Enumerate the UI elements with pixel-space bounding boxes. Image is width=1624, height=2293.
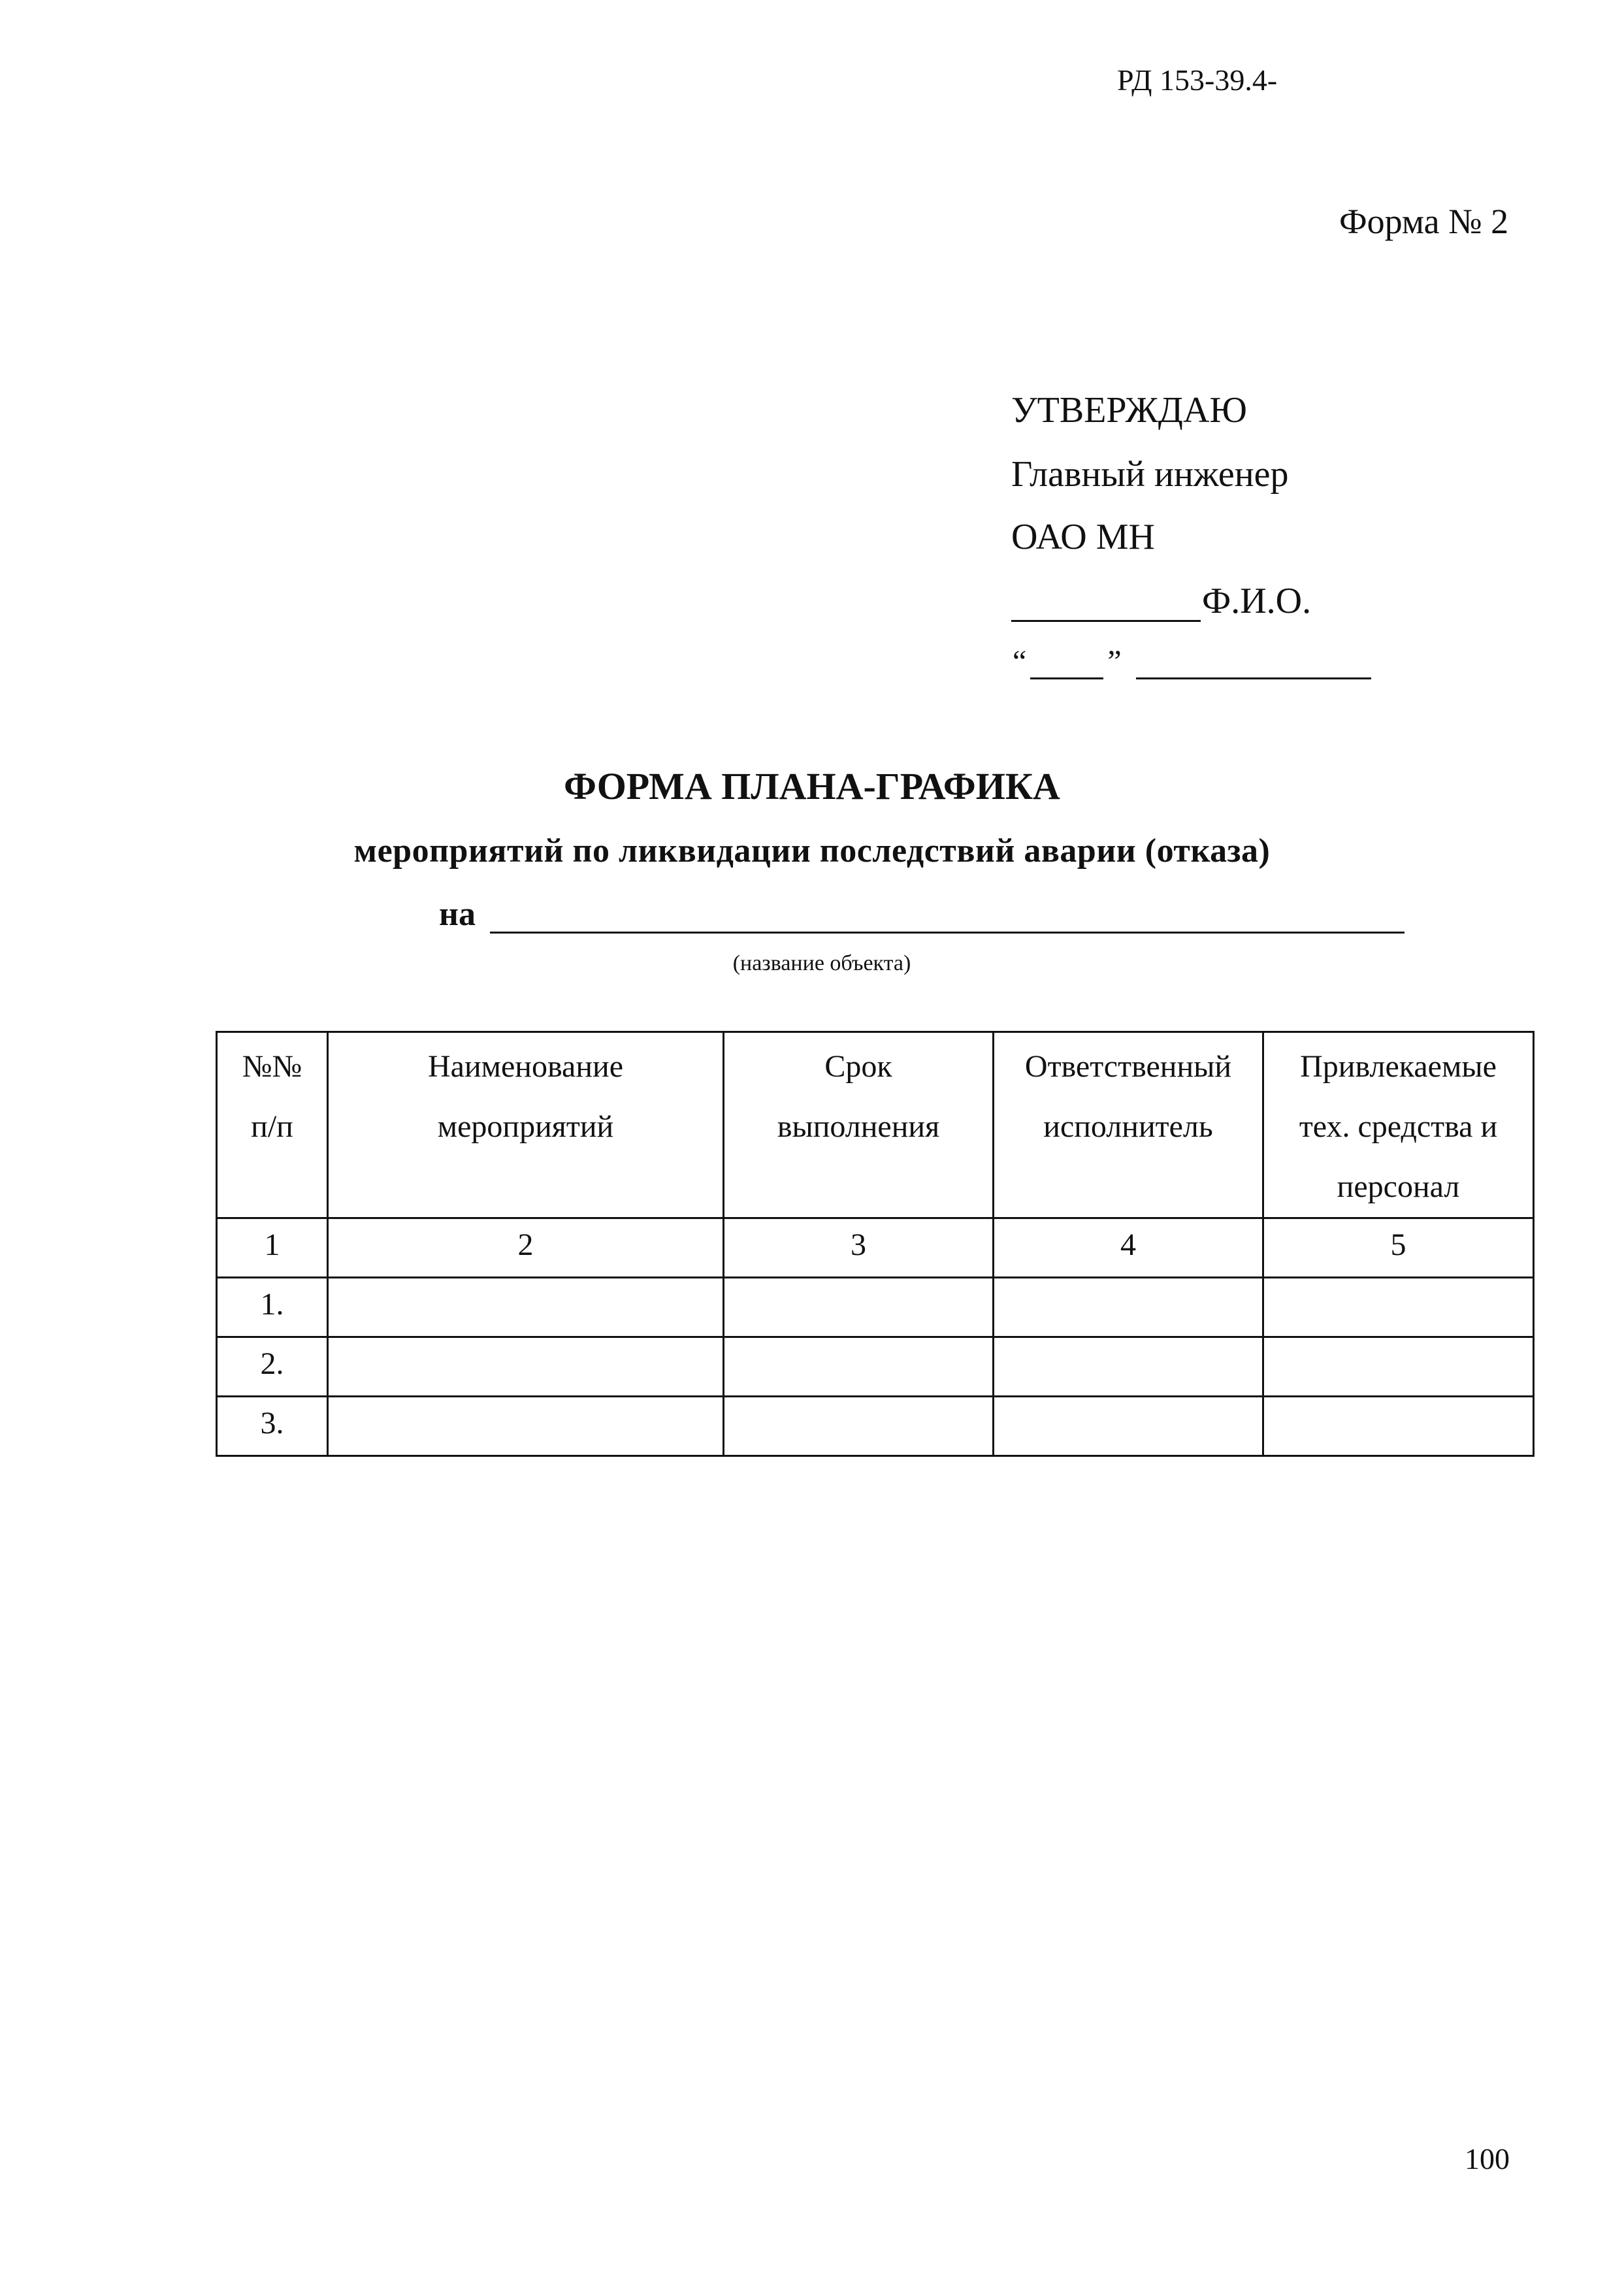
table-cell bbox=[994, 1337, 1263, 1397]
approval-signature bbox=[1011, 580, 1311, 622]
table-cell bbox=[328, 1278, 724, 1337]
approval-title: УТВЕРЖДАЮ bbox=[1011, 390, 1247, 431]
table-row bbox=[217, 1278, 1534, 1337]
table-row bbox=[217, 1337, 1534, 1397]
column-number: 4 bbox=[994, 1218, 1263, 1278]
table-cell bbox=[994, 1278, 1263, 1337]
column-number: 1 bbox=[217, 1218, 328, 1278]
signature-line bbox=[1011, 583, 1201, 622]
table-cell bbox=[328, 1397, 724, 1456]
header-cell-resources: Привлекаемые тех. средства и персонал bbox=[1263, 1032, 1534, 1218]
column-number-row bbox=[217, 1218, 1534, 1278]
date-quote-close: ” bbox=[1107, 644, 1122, 679]
table-cell bbox=[328, 1337, 724, 1397]
row-number: 2. bbox=[217, 1337, 328, 1397]
column-number: 5 bbox=[1263, 1218, 1534, 1278]
object-prefix: на bbox=[439, 896, 476, 933]
object-name-row bbox=[439, 895, 1405, 934]
page-number: 100 bbox=[1465, 2142, 1510, 2175]
column-number: 2 bbox=[328, 1218, 724, 1278]
date-month-line bbox=[1136, 651, 1371, 679]
header-cell-number: №№ п/п bbox=[217, 1032, 328, 1218]
table-cell bbox=[1263, 1397, 1534, 1456]
row-number: 1. bbox=[217, 1278, 328, 1337]
table-cell bbox=[1263, 1278, 1534, 1337]
table-cell bbox=[724, 1337, 994, 1397]
column-number: 3 bbox=[724, 1218, 994, 1278]
header-cell-responsible: Ответственный исполнитель bbox=[994, 1032, 1263, 1218]
header-cell-activity: Наименование мероприятий bbox=[328, 1032, 724, 1218]
plan-table bbox=[216, 1031, 1535, 1457]
table-cell bbox=[724, 1278, 994, 1337]
form-number: Форма № 2 bbox=[1339, 202, 1509, 241]
approval-position: Главный инженер bbox=[1011, 454, 1289, 495]
document-code: РД 153-39.4- bbox=[1117, 63, 1278, 97]
table-row bbox=[217, 1397, 1534, 1456]
object-caption: (название объекта) bbox=[732, 951, 911, 975]
table-header-row bbox=[217, 1032, 1534, 1218]
approval-organization: ОАО МН bbox=[1011, 517, 1155, 557]
signature-label: Ф.И.О. bbox=[1202, 581, 1312, 621]
form-title: ФОРМА ПЛАНА-ГРАФИКА bbox=[564, 765, 1060, 807]
date-day-line bbox=[1030, 651, 1103, 679]
approval-date bbox=[1013, 643, 1371, 679]
form-subtitle: мероприятий по ликвидации последствий аварии (отказа) bbox=[353, 832, 1271, 870]
object-name-line bbox=[490, 898, 1405, 934]
table-cell bbox=[1263, 1337, 1534, 1397]
date-quote-open: “ bbox=[1013, 644, 1027, 679]
table-cell bbox=[994, 1397, 1263, 1456]
row-number: 3. bbox=[217, 1397, 328, 1456]
table-cell bbox=[724, 1397, 994, 1456]
header-cell-deadline: Срок выполнения bbox=[724, 1032, 994, 1218]
